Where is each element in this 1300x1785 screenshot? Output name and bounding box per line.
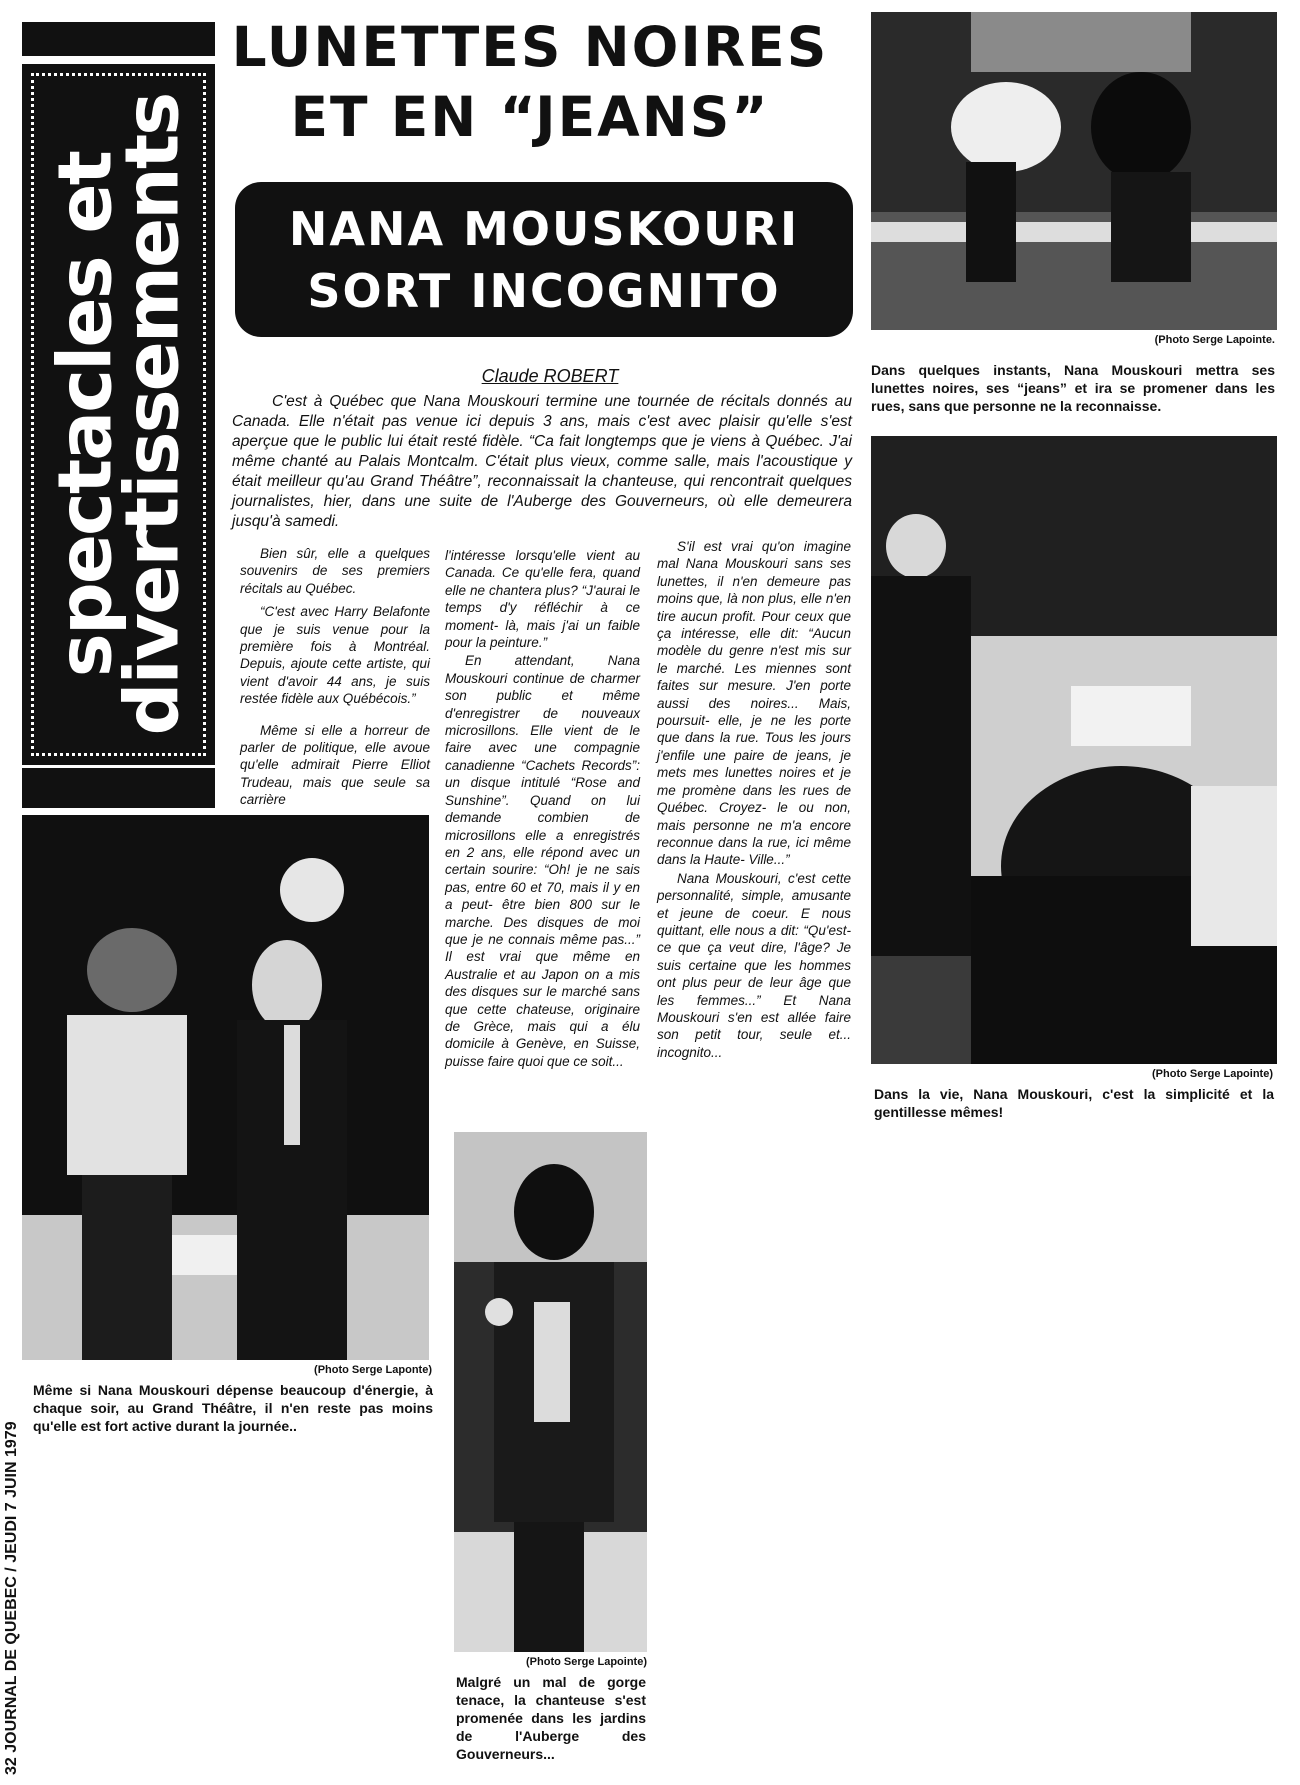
col3-paragraph: S'il est vrai qu'on imagine mal Nana Mouskouri sans ses lunettes, il n'en demeure pas moins que, là non plus, elle n'en tire aucun profit. Pour ceux que ça intéresse, elle dit: “Aucun modèle du genre n'est mis sur le marché. Les miennes sont faites sur mesure. J'en porte aussi des noires... Mais, poursuit- elle, je ne les porte que dans la rue. Tous les jours j'enfile une paire de jeans, je mets mes lunettes noires et je me promène dans les rues de Québec. Croyez- le ou non, mais personne ne m'a encore reconnue dans la rue, ici même dans la Haute- Ville...” bbox=[657, 539, 851, 868]
photo-left-caption: Même si Nana Mouskouri dépense beaucoup d'énergie, à chaque soir, au Grand Théâtre, il n'en reste pas moins qu'elle est fort active durant la journée.. bbox=[33, 1382, 433, 1434]
photo-top-right bbox=[871, 12, 1277, 330]
section-bottom-bar bbox=[22, 768, 215, 808]
photo-center bbox=[454, 1132, 647, 1652]
photo-mid-right-image bbox=[871, 436, 1277, 1064]
col1-paragraph: Bien sûr, elle a quelques souvenirs de ses premiers récitals au Québec. bbox=[240, 546, 430, 596]
article-column-1 bbox=[240, 545, 430, 810]
subhead-line1: NANA MOUSKOURI bbox=[288, 201, 800, 256]
photo-center-image bbox=[454, 1132, 647, 1652]
headline-line1: LUNETTES NOIRES bbox=[231, 15, 829, 79]
section-label bbox=[41, 93, 195, 736]
section-label-line1: spectacles et bbox=[41, 151, 128, 678]
section-top-bar bbox=[22, 22, 215, 56]
photo-top-right-credit: (Photo Serge Lapointe. bbox=[1154, 334, 1275, 346]
col2-paragraph: En attendant, Nana Mouskouri continue de charmer son public et même d'enregistrer de nouveaux microsillons. Elle vient de le faire avec une compagnie canadienne “Cachets Records”: un disque intitulé “Rose and Sunshine”. Quand on lui demande combien de microsillons elle a enregistrés en 2 ans, elle répond avec un certain sourire: “Oh! je ne sais pas, entre 60 et 70, mais il y en a peut- être bien 800 sur le marche. Des disques de moi que je ne connais même pas...” Il est vrai que même en Australie et au Japon on a mis des disques sur le marché sans que cette chateuse, originaire de Grèce, mais qui a élu domicile à Genève, en Suisse, puisse faire quoi que ce soit... bbox=[445, 653, 640, 1069]
photo-left-image bbox=[22, 815, 429, 1360]
page-footer: 32 JOURNAL DE QUEBEC / JEUDI 7 JUIN 1979 bbox=[3, 1421, 20, 1775]
photo-center-caption: Malgré un mal de gorge tenace, la chanteuse s'est promenée dans les jardins de l'Auberge des Gouverneurs... bbox=[456, 1674, 646, 1762]
photo-center-credit: (Photo Serge Lapointe) bbox=[526, 1656, 647, 1668]
section-tab bbox=[22, 64, 215, 765]
headline-line2: ET EN “JEANS” bbox=[290, 85, 770, 149]
col1-paragraph: “C'est avec Harry Belafonte que je suis venue pour la première fois à Montréal. Depuis, ajoute cette artiste, qui vient d'avoir 44 ans, je suis restée fidèle aux Québécois.” bbox=[240, 604, 430, 707]
photo-mid-right bbox=[871, 436, 1277, 1064]
photo-left-credit: (Photo Serge Laponte) bbox=[314, 1364, 432, 1376]
photo-mid-right-credit: (Photo Serge Lapointe) bbox=[1152, 1068, 1273, 1080]
subhead-line2: SORT INCOGNITO bbox=[307, 263, 781, 318]
photo-mid-right-caption: Dans la vie, Nana Mouskouri, c'est la simplicité et la gentillesse mêmes! bbox=[874, 1086, 1274, 1120]
photo-top-right-image bbox=[871, 12, 1277, 330]
col2-paragraph: l'intéresse lorsqu'elle vient au Canada. Ce qu'elle fera, quand elle ne chantera plus? “J'aurai le temps d'y réfléchir à ce moment- là, mais j'ai un faible pour la peinture.” bbox=[445, 548, 640, 651]
photo-top-right-caption: Dans quelques instants, Nana Mouskouri mettra ses lunettes noires, ses “jeans” et ira se promener dans les rues, sans que personne ne la reconnaisse. bbox=[871, 362, 1275, 414]
col1-paragraph: Même si elle a horreur de parler de politique, elle avoue qu'elle admirait Pierre Elliot Trudeau, mais que seule sa carrière bbox=[240, 722, 430, 808]
lead-paragraph: C'est à Québec que Nana Mouskouri termine une tournée de récitals donnés au Canada. Elle n'était pas venue ici depuis 3 ans, mais c'est avec plaisir qu'elle s'est aperçue que le public lui était resté fidèle. “Ca fait longtemps que je viens à Québec. J'ai même chanté au Palais Montcalm. C'était plus vieux, comme salle, mais l'acoustique y était meilleur qu'au Grand Théâtre”, reconnaissait la chanteuse, qui rencontrait quelques journalistes, hier, dans une suite de l'Auberge des Gouverneurs, où elle demeurera jusqu'à samedi. bbox=[232, 393, 852, 530]
article-column-3 bbox=[657, 538, 851, 1062]
section-label-line2: divertissements bbox=[108, 93, 195, 736]
article-column-2 bbox=[445, 547, 640, 1071]
col3-paragraph: Nana Mouskouri, c'est cette personnalité, simple, amusante et jeune de coeur. E nous quittant, elle nous a dit: “Qu'est- ce que ça veut dire, l'âge? Je suis certaine que les hommes ont plus peur de leur âge que les femmes...” Et Nana Mouskouri s'en est allée faire son petit tour, seule et... incognito... bbox=[657, 870, 851, 1060]
photo-left bbox=[22, 815, 429, 1360]
byline: Claude ROBERT bbox=[481, 366, 619, 386]
subhead-box bbox=[235, 182, 853, 337]
headline bbox=[230, 12, 830, 152]
